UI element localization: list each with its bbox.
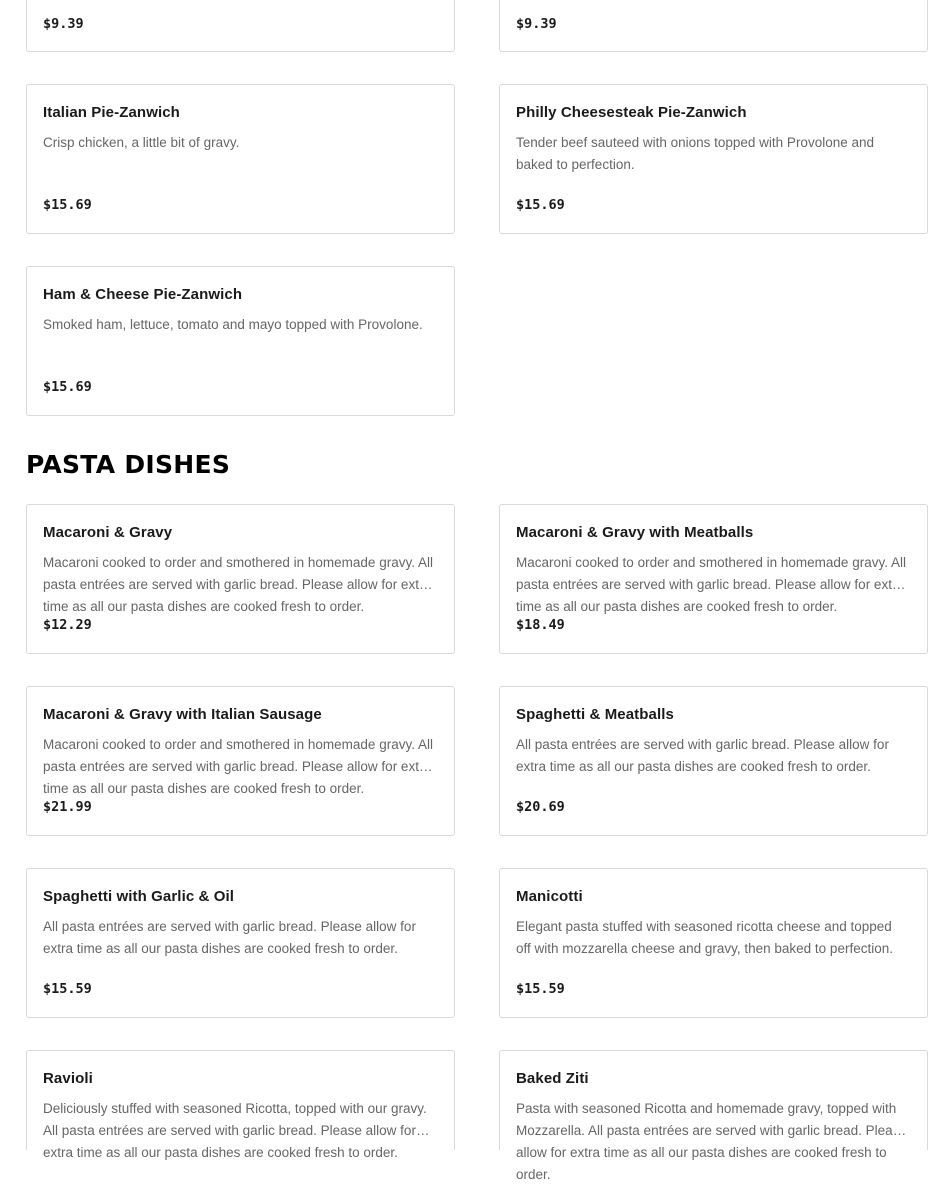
item-description: Macaroni cooked to order and smothered in homemade gravy. All pasta entrées are served with garlic bread. Please allow for extra time as all our pasta dishes are cooked fresh to order. [43,555,433,614]
item-description: Macaroni cooked to order and smothered in homemade gravy. All pasta entrées are served with garlic bread. Please allow for extra time as all our pasta dishes are cooked fresh to order. [516,555,906,614]
item-price: $15.69 [43,197,92,213]
menu-item-card[interactable] [499,1050,928,1182]
menu-item-card[interactable] [499,0,928,52]
item-price: $12.29 [43,617,92,633]
menu-item-card[interactable] [499,504,928,654]
item-description: Smoked ham, lettuce, tomato and mayo topped with Provolone. [43,317,423,332]
item-price: $15.69 [516,197,565,213]
item-description: Tender beef sauteed with onions topped with Provolone and baked to perfection. [516,135,875,172]
item-description: Pasta with seasoned Ricotta and homemade gravy, topped with Mozzarella. All pasta entrées are served with garlic bread. Please allow for extra time as all our pasta dishes are cooked fresh to order. [516,1101,907,1182]
item-description: Macaroni cooked to order and smothered in homemade gravy. All pasta entrées are served with garlic bread. Please allow for extra time as all our pasta dishes are cooked fresh to order. [43,737,433,796]
item-name: Spaghetti with Garlic & Oil [43,888,235,905]
menu-item-card[interactable] [499,84,928,234]
item-name: Macaroni & Gravy with Italian Sausage [43,706,322,723]
item-price: $9.39 [43,16,84,32]
item-name: Macaroni & Gravy with Meatballs [516,524,754,541]
item-name: Ham & Cheese Pie-Zanwich [43,286,243,303]
item-name: Ravioli [43,1070,93,1087]
menu-item-card[interactable] [26,868,455,1018]
menu-item-card[interactable] [499,868,928,1018]
item-price: $9.39 [516,16,557,32]
item-price: $18.49 [516,617,565,633]
menu-item-card[interactable] [499,686,928,836]
item-description: Elegant pasta stuffed with seasoned ricotta cheese and topped off with mozzarella cheese and gravy, then baked to perfection. [516,919,893,956]
item-description: All pasta entrées are served with garlic bread. Please allow for extra time as all our pasta dishes are cooked fresh to order. [43,919,416,956]
item-name: Baked Ziti [516,1070,589,1087]
menu-item-card[interactable] [26,84,455,234]
item-price: $15.59 [43,981,92,997]
menu-item-card[interactable] [26,0,455,52]
item-name: Macaroni & Gravy [43,524,173,541]
menu-item-card[interactable] [26,504,455,654]
item-name: Philly Cheesesteak Pie-Zanwich [516,104,747,121]
item-price: $15.69 [43,379,92,395]
item-name: Spaghetti & Meatballs [516,706,674,723]
item-price: $21.99 [43,799,92,815]
menu-item-card[interactable] [26,686,455,836]
section-heading-pasta-dishes: PASTA DISHES [26,450,231,479]
item-name: Italian Pie-Zanwich [43,104,180,121]
item-price: $15.59 [516,981,565,997]
item-description: All pasta entrées are served with garlic bread. Please allow for extra time as all our pasta dishes are cooked fresh to order. [516,737,889,774]
item-name: Manicotti [516,888,583,905]
menu-item-card[interactable] [26,1050,455,1160]
item-price: $20.69 [516,799,565,815]
item-description: Crisp chicken, a little bit of gravy. [43,135,240,150]
menu-item-card[interactable] [26,266,455,416]
item-description: Deliciously stuffed with seasoned Ricotta, topped with our gravy. All pasta entrées are served with garlic bread. Please allow for extra time as all our pasta dishes are cooked fresh to order. [43,1101,427,1160]
